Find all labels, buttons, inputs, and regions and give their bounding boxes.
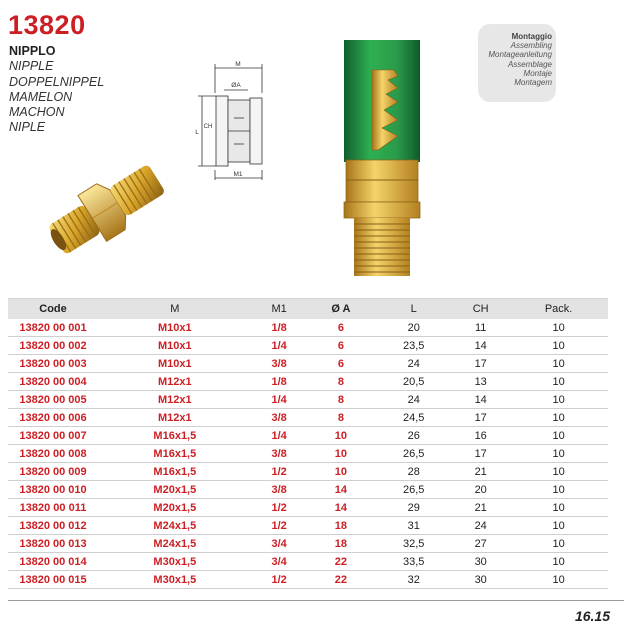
cell-ch: 14 [452,337,509,355]
cell-l: 29 [375,499,452,517]
assembly-info-box [478,24,556,102]
cell-pack: 10 [509,355,608,373]
cell-ch: 17 [452,445,509,463]
cell-m: M10x1 [98,337,252,355]
cell-m: M30x1,5 [98,571,252,589]
cell-l: 20,5 [375,373,452,391]
page-number: 16.15 [574,608,610,624]
cell-l: 31 [375,517,452,535]
cell-m1: 3/4 [252,553,307,571]
product-name-es: MACHON [9,105,65,120]
drawing-label-oa: ØA [231,82,241,89]
cell-pack: 10 [509,337,608,355]
assembly-photo [338,40,426,280]
cell-m1: 1/2 [252,499,307,517]
product-photo [45,148,170,268]
cell-l: 20 [375,319,452,337]
cell-l: 26,5 [375,481,452,499]
cell-code: 13820 00 013 [8,535,98,553]
product-name-en: NIPPLE [9,59,54,74]
header-code: Code [8,299,98,320]
cell-code: 13820 00 009 [8,463,98,481]
technical-drawing [188,58,278,188]
cell-m1: 1/8 [252,373,307,391]
cell-m1: 3/4 [252,535,307,553]
cell-m: M12x1 [98,391,252,409]
assembly-translation: Assemblage [507,59,552,69]
cell-pack: 10 [509,427,608,445]
cell-code: 13820 00 008 [8,445,98,463]
table-row [8,319,608,337]
cell-m1: 1/2 [252,517,307,535]
cell-m: M20x1,5 [98,481,252,499]
drawing-label-ch: CH [203,124,213,130]
table-row [8,571,608,589]
cell-code: 13820 00 001 [8,319,98,337]
cell-code: 13820 00 005 [8,391,98,409]
cell-ch: 21 [452,499,509,517]
table-row [8,427,608,445]
cell-oa: 10 [307,463,376,481]
assembly-translation: Montaje [523,68,552,78]
cell-ch: 16 [452,427,509,445]
assembly-translation: Montagem [514,78,552,88]
cell-ch: 11 [452,319,509,337]
cell-m: M16x1,5 [98,427,252,445]
table-row [8,445,608,463]
cell-l: 32 [375,571,452,589]
cell-m1: 3/8 [252,481,307,499]
header-oa: Ø A [307,299,376,320]
drawing-label-m: M [235,61,241,68]
cell-l: 24,5 [375,409,452,427]
cell-pack: 10 [509,319,608,337]
cell-code: 13820 00 011 [8,499,98,517]
cell-ch: 17 [452,409,509,427]
cell-l: 26 [375,427,452,445]
table-row [8,409,608,427]
cell-m1: 1/2 [252,571,307,589]
product-name-pt: NIPLE [9,120,46,135]
drawing-label-l: L [195,129,199,136]
cell-ch: 14 [452,391,509,409]
table-row [8,463,608,481]
cell-oa: 18 [307,517,376,535]
cell-m: M30x1,5 [98,553,252,571]
product-names [9,44,104,136]
cell-code: 13820 00 002 [8,337,98,355]
header-pack: Pack. [509,299,608,320]
cell-pack: 10 [509,373,608,391]
cell-ch: 17 [452,355,509,373]
cell-m1: 1/4 [252,337,307,355]
product-name-de: DOPPELNIPPEL [9,74,105,89]
cell-m: M16x1,5 [98,463,252,481]
cell-m: M24x1,5 [98,517,252,535]
cell-m: M16x1,5 [98,445,252,463]
assembly-translation: Assembling [510,41,552,51]
cell-m: M12x1 [98,409,252,427]
table-row [8,391,608,409]
cell-oa: 8 [307,391,376,409]
cell-pack: 10 [509,553,608,571]
cell-oa: 22 [307,571,376,589]
cell-pack: 10 [509,391,608,409]
cell-oa: 8 [307,409,376,427]
cell-oa: 22 [307,553,376,571]
cell-l: 33,5 [375,553,452,571]
table-row [8,337,608,355]
header-l: L [375,299,452,320]
footer-divider [8,600,624,601]
cell-l: 32,5 [375,535,452,553]
drawing-label-m1: M1 [233,171,243,178]
cell-code: 13820 00 010 [8,481,98,499]
cell-pack: 10 [509,445,608,463]
cell-oa: 6 [307,337,376,355]
table-row [8,499,608,517]
table-header-row [8,299,608,320]
cell-m1: 3/8 [252,355,307,373]
cell-code: 13820 00 007 [8,427,98,445]
cell-oa: 8 [307,373,376,391]
cell-m: M10x1 [98,319,252,337]
cell-l: 28 [375,463,452,481]
cell-ch: 30 [452,553,509,571]
cell-code: 13820 00 014 [8,553,98,571]
cell-ch: 21 [452,463,509,481]
cell-m: M24x1,5 [98,535,252,553]
cell-l: 24 [375,391,452,409]
cell-pack: 10 [509,409,608,427]
cell-m1: 1/4 [252,427,307,445]
cell-m1: 3/8 [252,445,307,463]
cell-oa: 6 [307,319,376,337]
cell-code: 13820 00 015 [8,571,98,589]
cell-code: 13820 00 006 [8,409,98,427]
cell-oa: 14 [307,499,376,517]
cell-ch: 20 [452,481,509,499]
cell-ch: 13 [452,373,509,391]
cell-ch: 30 [452,571,509,589]
cell-m: M20x1,5 [98,499,252,517]
cell-oa: 10 [307,427,376,445]
cell-l: 23,5 [375,337,452,355]
spec-table [8,298,608,589]
cell-oa: 14 [307,481,376,499]
cell-l: 24 [375,355,452,373]
assembly-translation: Montageanleitung [488,50,552,60]
cell-oa: 10 [307,445,376,463]
cell-m1: 3/8 [252,409,307,427]
cell-oa: 18 [307,535,376,553]
cell-pack: 10 [509,481,608,499]
assembly-title: Montaggio [511,32,552,41]
cell-pack: 10 [509,535,608,553]
table-row [8,553,608,571]
cell-code: 13820 00 012 [8,517,98,535]
cell-code: 13820 00 003 [8,355,98,373]
cell-pack: 10 [509,571,608,589]
cell-m: M10x1 [98,355,252,373]
product-name-it: NIPPLO [9,44,56,58]
cell-oa: 6 [307,355,376,373]
cell-code: 13820 00 004 [8,373,98,391]
header-m: M [98,299,252,320]
cell-pack: 10 [509,517,608,535]
header-ch: CH [452,299,509,320]
table-row [8,517,608,535]
table-row [8,481,608,499]
cell-pack: 10 [509,463,608,481]
cell-l: 26,5 [375,445,452,463]
cell-ch: 27 [452,535,509,553]
cell-pack: 10 [509,499,608,517]
header-m1: M1 [252,299,307,320]
table-row [8,355,608,373]
product-name-fr: MAMELON [9,89,73,104]
table-row [8,373,608,391]
cell-m1: 1/2 [252,463,307,481]
cell-ch: 24 [452,517,509,535]
product-code: 13820 [8,10,86,40]
cell-m: M12x1 [98,373,252,391]
table-row [8,535,608,553]
cell-m1: 1/8 [252,319,307,337]
cell-m1: 1/4 [252,391,307,409]
